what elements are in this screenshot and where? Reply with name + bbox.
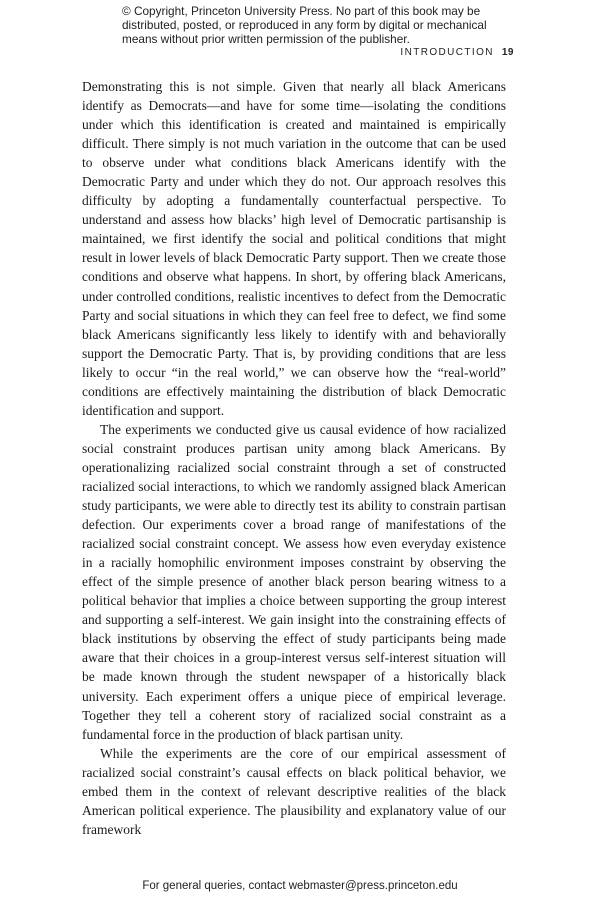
page-number: 19 [501, 47, 514, 58]
chapter-title: INTRODUCTION [400, 47, 494, 58]
paragraph: The experiments we conducted give us causal evidence of how racialized social constraint produces partisan unity among black Americans. By operationalizing racialized social constraint through a set of constructed racialized social interactions, to which we randomly assigned black American study participants, we were able to directly test its ability to constrain partisan defection. Our experiments cover a broad range of manifestations of the racialized social constraint concept. We assess how even everyday existence in a racially homophilic environment imposes constraint by observing the effect of the simple presence of another black person bearing witness to a political behavior that implies a choice between supporting the group interest and supporting a self-interest. We gain insight into the constraining effects of black institutions by observing the effect of study participants being made aware that their choices in a group-interest versus self-interest situation will be made known through the student newspaper of a historically black university. Each experiment offers a unique piece of empirical leverage. Together they tell a coherent story of racialized social constraint as a fundamental force in the production of black partisan unity. [82, 421, 506, 742]
body-text [82, 77, 506, 839]
paragraph: While the experiments are the core of our empirical assessment of racialized social constraint’s causal effects on black political behavior, we embed them in the context of relevant descriptive realities of the black American political experience. The plausibility and explanatory value of our framework [82, 745, 506, 837]
paragraph: Demonstrating this is not simple. Given that nearly all black Americans identify as Democrats—and have for some time—isolating the conditions under which this identification is created and maintained is empirically difficult. There simply is not much variation in the outcome that can be used to observe under what conditions black Americans identify with the Democratic Party and under which they do not. Our approach resolves this difficulty by adopting a fundamentally counterfactual perspective. To understand and assess how blacks’ high level of Democratic partisanship is maintained, we first identify the social and political conditions that might result in lower levels of black Democratic Party support. Then we create those conditions and observe what happens. In short, by offering black Americans, under controlled conditions, realistic incentives to defect from the Democratic Party and social situations in which they can feel free to defect, we find some black Americans significantly less likely to identify with and behaviorally support the Democratic Party. That is, by providing conditions that are less likely to occur “in the real world,” we can observe how the “real-world” conditions are effectively maintaining the distribution of black Democratic identification and support. [82, 79, 506, 418]
copyright-notice: © Copyright, Princeton University Press. No part of this book may be distributed, posted, or reproduced in any form by digital or mechanical means without prior written permission of the publisher. [122, 4, 487, 46]
footer-contact: For general queries, contact webmaster@press.princeton.edu [142, 880, 458, 892]
running-head [400, 47, 514, 58]
